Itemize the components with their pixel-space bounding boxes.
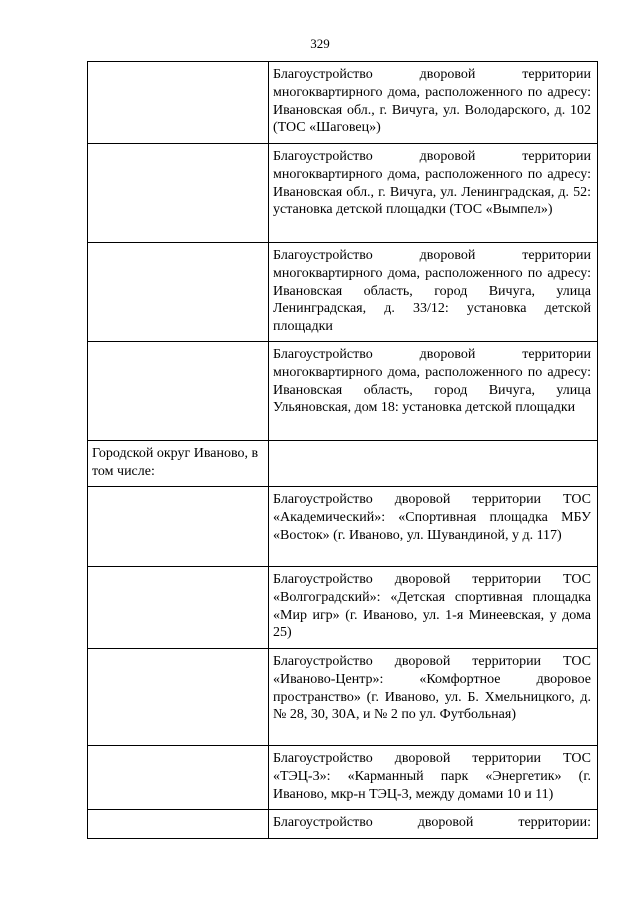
table-cell-right [269,440,598,486]
table-cell-left [88,243,269,342]
table-cell-left [88,809,269,838]
table-row [88,243,598,342]
table-cell-left [88,62,269,144]
table-cell-left [88,144,269,243]
table-row [88,809,598,838]
page-number: 329 [310,36,330,51]
table-cell-left [88,566,269,648]
document-table [87,61,598,839]
table-row [88,486,598,566]
table-row [88,648,598,745]
table-cell-right: Благоустройство дворовой территории ТОС «ТЭЦ-3»: «Карманный парк «Энергетик» (г. Иваново, мкр-н ТЭЦ-3, между домами 10 и 11) [269,745,598,809]
table-cell-left [88,745,269,809]
table-cell-right: Благоустройство дворовой территории многоквартирного дома, расположенного по адресу: Ивановская область, город Вичуга, улица Ульяновская, дом 18: установка детской площадки [269,341,598,440]
table-cell-left: Городской округ Иваново, в том числе: [88,440,269,486]
table-cell-left [88,648,269,745]
table-row [88,566,598,648]
table-cell-right: Благоустройство дворовой территории многоквартирного дома, расположенного по адресу: Ивановская область, город Вичуга, улица Ленинградская, д. 33/12: установка детской площадки [269,243,598,342]
table-row [88,144,598,243]
table-cell-left [88,486,269,566]
table-row [88,440,598,486]
table-cell-left [88,341,269,440]
table-cell-right: Благоустройство дворовой территории ТОС «Академический»: «Спортивная площадка МБУ «Восток» (г. Иваново, ул. Шувандиной, у д. 117) [269,486,598,566]
table-cell-right: Благоустройство дворовой территории многоквартирного дома, расположенного по адресу: Ивановская обл., г. Вичуга, ул. Володарского, д. 102 (ТОС «Шаговец») [269,62,598,144]
table-cell-right: Благоустройство дворовой территории: [269,809,598,838]
table-cell-right: Благоустройство дворовой территории многоквартирного дома, расположенного по адресу: Ивановская обл., г. Вичуга, ул. Ленинградская, д. 52: установка детской площадки (ТОС «Вымпел») [269,144,598,243]
table-row [88,62,598,144]
table-cell-right: Благоустройство дворовой территории ТОС «Волгоградский»: «Детская спортивная площадка «Мир игр» (г. Иваново, ул. 1-я Минеевская, у дома 25) [269,566,598,648]
table-cell-right: Благоустройство дворовой территории ТОС «Иваново-Центр»: «Комфортное дворовое пространство» (г. Иваново, ул. Б. Хмельницкого, д. № 28, 30, 30А, и № 2 по ул. Футбольная) [269,648,598,745]
table-row [88,745,598,809]
table-row [88,341,598,440]
